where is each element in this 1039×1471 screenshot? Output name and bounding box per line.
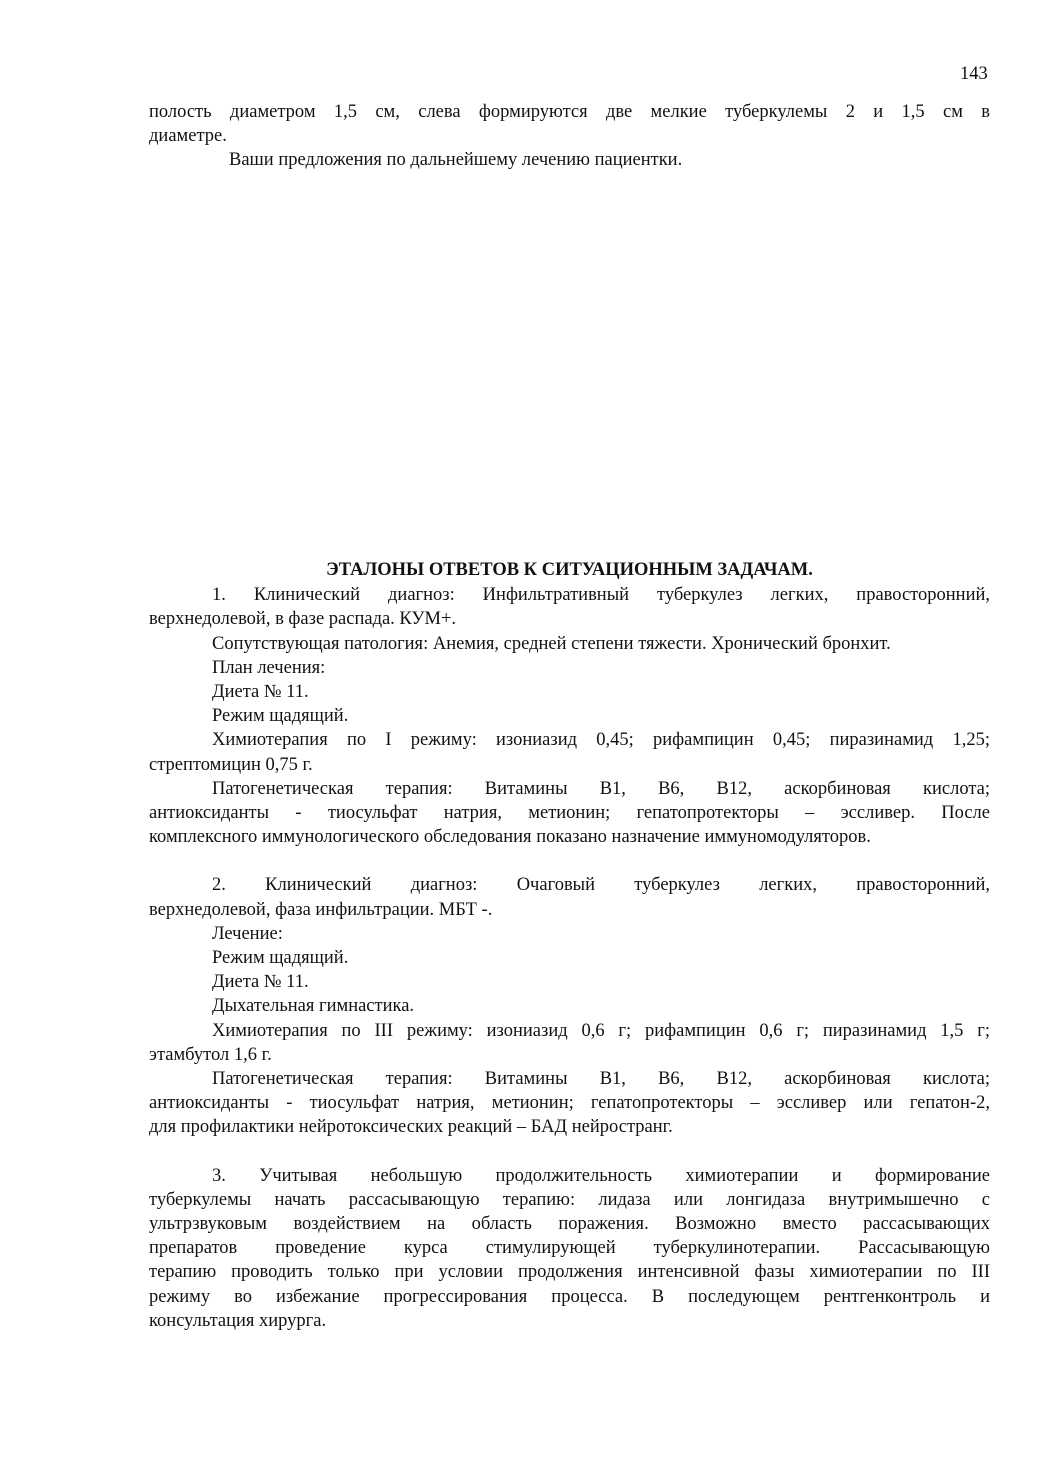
text-line: Патогенетическая терапия: Витамины В1, В6, В12, аскорбиновая кислота; — [212, 1069, 990, 1090]
text-line: верхнедолевой, в фазе распада. КУМ+. — [149, 609, 457, 630]
text-line: Химиотерапия по I режиму: изониазид 0,45; рифампицин 0,45; пиразинамид 1,25; — [212, 730, 990, 751]
text-line: верхнедолевой, фаза инфильтрации. МБТ -. — [149, 899, 493, 920]
continuation-paragraph — [149, 100, 990, 148]
text-line: 3. Учитывая небольшую продолжительность химиотерапии и формирование — [212, 1165, 990, 1186]
text-line: антиоксиданты - тиосульфат натрия, метионин; гепатопротекторы – эссливер. После — [149, 803, 990, 824]
question-text: Ваши предложения по дальнейшему лечению пациентки. — [229, 150, 683, 170]
text-line: этамбутол 1,6 г. — [149, 1044, 272, 1065]
text-line: 1. Клинический диагноз: Инфильтративный туберкулез легких, правосторонний, — [212, 585, 990, 606]
text-line: Дыхательная гимнастика. — [212, 996, 415, 1017]
text-line: комплексного иммунологического обследования показано назначение иммуномодуляторов. — [149, 827, 871, 848]
text-line: стрептомицин 0,75 г. — [149, 754, 313, 775]
text-line: Диета № 11. — [212, 972, 309, 993]
text-line: диаметре. — [149, 126, 227, 147]
text-line: Режим щадящий. — [212, 948, 349, 969]
page-number: 143 — [960, 64, 988, 84]
text-line: Химиотерапия по III режиму: изониазид 0,6 г; рифампицин 0,6 г; пиразинамид 1,5 г; — [212, 1020, 990, 1041]
text-line: полость диаметром 1,5 см, слева формируются две мелкие туберкулемы 2 и 1,5 см в — [149, 102, 990, 122]
text-line: Сопутствующая патология: Анемия, средней степени тяжести. Хронический бронхит. — [212, 633, 891, 654]
text-line: ультрзвуковым воздействием на область поражения. Возможно вместо рассасывающих — [149, 1214, 990, 1235]
text-line: 2. Клинический диагноз: Очаговый туберкулез легких, правосторонний, — [212, 875, 990, 896]
text-line: Патогенетическая терапия: Витамины В1, В6, В12, аскорбиновая кислота; — [212, 778, 990, 799]
answer-1 — [149, 583, 990, 849]
answers-section — [149, 558, 990, 1333]
text-line: препаратов проведение курса стимулирующей туберкулинотерапии. Рассасывающую — [149, 1238, 990, 1259]
answer-2 — [149, 873, 990, 1139]
text-line: Режим щадящий. — [212, 706, 349, 727]
text-line: Диета № 11. — [212, 682, 309, 703]
text-line: туберкулемы начать рассасывающую терапию: лидаза или лонгидаза внутримышечно с — [149, 1189, 990, 1210]
text-line: для профилактики нейротоксических реакций – БАД нейространг. — [149, 1117, 673, 1138]
section-heading: ЭТАЛОНЫ ОТВЕТОВ К СИТУАЦИОННЫМ ЗАДАЧАМ. — [326, 560, 813, 580]
text-line: режиму во избежание прогрессирования процесса. В последующем рентгенконтроль и — [149, 1286, 990, 1307]
text-line: антиоксиданты - тиосульфат натрия, метионин; гепатопротекторы – эссливер или гепатон-2, — [149, 1093, 990, 1114]
text-line: консультация хирурга. — [149, 1310, 327, 1331]
text-line: терапию проводить только при условии продолжения интенсивной фазы химиотерапии по III — [149, 1262, 990, 1283]
text-line: Лечение: — [212, 923, 283, 944]
answer-3 — [149, 1164, 990, 1333]
text-line: План лечения: — [212, 657, 326, 678]
